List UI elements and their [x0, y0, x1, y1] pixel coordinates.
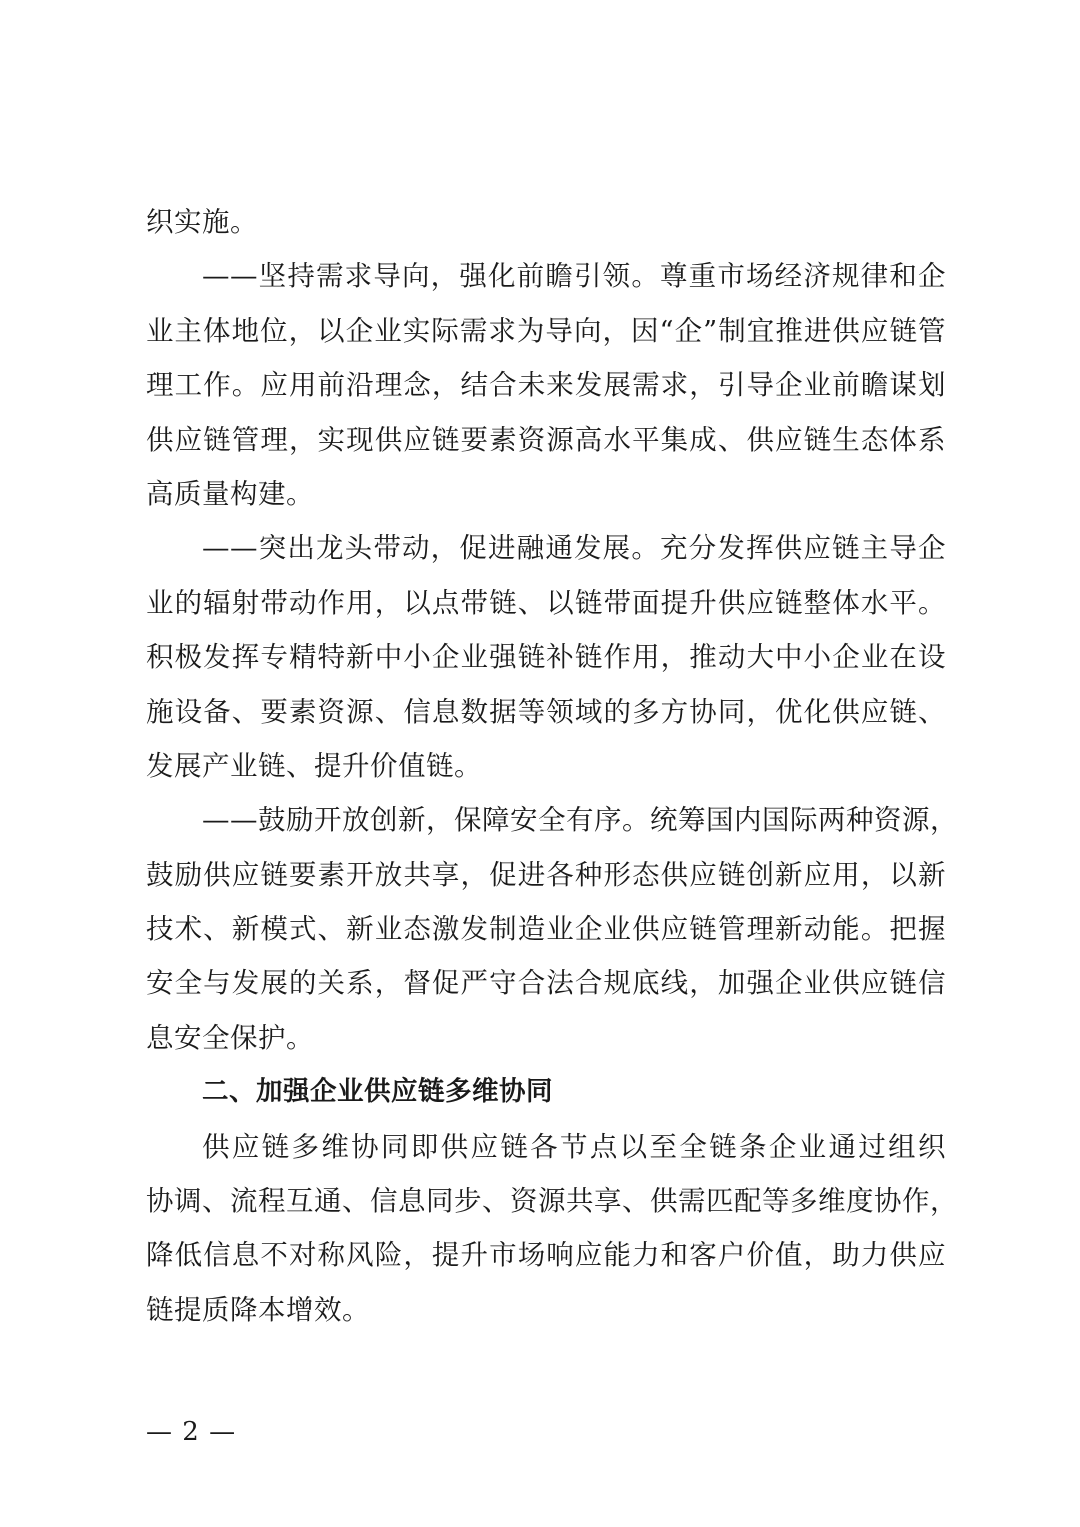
paragraph-line: 业的辐射带动作用，以点带链、以链带面提升供应链整体水平。	[146, 586, 946, 619]
paragraph-line: 发展产业链、提升价值链。	[146, 749, 482, 782]
document-body	[146, 195, 958, 1337]
paragraph-line: 织实施。	[146, 206, 258, 238]
paragraph-line: 积极发挥专精特新中小企业强链补链作用，推动大中小企业在设	[146, 641, 946, 674]
paragraph-line: 安全与发展的关系，督促严守合法合规底线，加强企业供应链信	[146, 967, 946, 1000]
paragraph-line: 鼓励供应链要素开放共享，促进各种形态供应链创新应用，以新	[146, 858, 946, 891]
paragraph-line: 链提质降本增效。	[146, 1293, 370, 1326]
section-heading: 二、加强企业供应链多维协同	[202, 1076, 553, 1108]
paragraph-line: ——鼓励开放创新，保障安全有序。统筹国内国际两种资源，	[202, 804, 958, 837]
paragraph-line: 息安全保护。	[146, 1021, 314, 1054]
paragraph-line: ——坚持需求导向，强化前瞻引领。尊重市场经济规律和企	[202, 260, 946, 293]
paragraph-line: 业主体地位，以企业实际需求为导向，因“企”制宜推进供应链管	[146, 314, 946, 347]
page-number: — 2 —	[146, 1417, 237, 1447]
paragraph-line: 理工作。应用前沿理念，结合未来发展需求，引导企业前瞻谋划	[146, 369, 946, 402]
paragraph-line: 施设备、要素资源、信息数据等领域的多方协同，优化供应链、	[146, 695, 946, 728]
paragraph-line: 供应链多维协同即供应链各节点以至全链条企业通过组织	[202, 1130, 946, 1163]
paragraph-line: 降低信息不对称风险，提升市场响应能力和客户价值，助力供应	[146, 1239, 946, 1272]
paragraph-line: 协调、流程互通、信息同步、资源共享、供需匹配等多维度协作，	[146, 1185, 958, 1218]
paragraph-line: ——突出龙头带动，促进融通发展。充分发挥供应链主导企	[202, 532, 946, 565]
paragraph-line: 技术、新模式、新业态激发制造业企业供应链管理新动能。把握	[146, 913, 946, 946]
paragraph-line: 高质量构建。	[146, 477, 314, 510]
paragraph-line: 供应链管理，实现供应链要素资源高水平集成、供应链生态体系	[146, 423, 946, 456]
